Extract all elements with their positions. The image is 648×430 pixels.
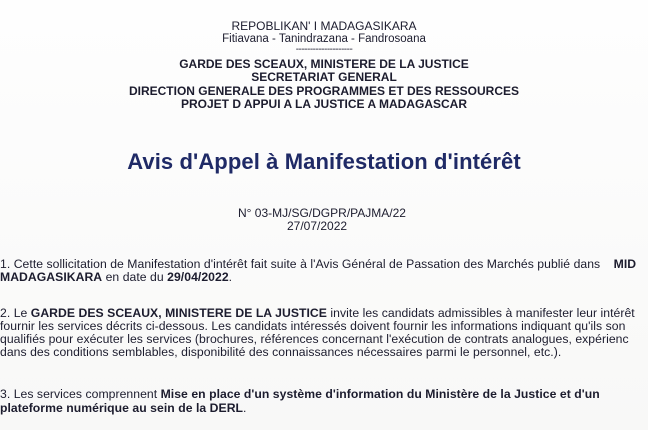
paragraph-1-date-label: en date du [102,270,168,284]
header-direction: DIRECTION GENERALE DES PROGRAMMES ET DES RESSOURCES [128,84,520,98]
header-separator: -------------------- [295,44,353,55]
paragraph-3-service: Mise en place d'un système d'information du Ministère de la Justice et d'un [160,387,600,401]
reference-number: N° 03-MJ/SG/DGPR/PAJMA/22 [238,206,406,220]
paragraph-2-line-3: qualifiés pour exécuter les services (brochures, références concernant l'exécution de contrats analogues, expérienc [0,332,629,346]
page-title: Avis d'Appel à Manifestation d'intérêt [127,149,521,174]
paragraph-2-line-4: dans des conditions semblables, disponibilité des connaissances nécessaires parmi le personnel, etc.). [0,345,562,359]
paragraph-3-line-2 [0,401,246,415]
paragraph-1-source-cont: MADAGASIKARA [0,270,103,284]
paragraph-3-end: . [243,401,247,415]
paragraph-1-text: 1. Cette sollicitation de Manifestation d'intérêt fait suite à l'Avis Général de Passation des Marchés publié dans [0,257,601,271]
header-secretariat: SECRETARIAT GENERAL [251,70,397,84]
paragraph-2-line-1 [0,306,635,320]
paragraph-3-service-cont: plateforme numérique au sein de la DERL [0,401,244,415]
paragraph-1-date: 29/04/2022 [167,270,229,284]
header-republic: REPOBLIKAN' I MADAGASIKARA [231,19,417,33]
paragraph-3-line-1 [0,387,600,401]
header-motto: Fitiavana - Tanindrazana - Fandrosoana [222,33,426,45]
reference-date: 27/07/2022 [287,219,348,233]
header-ministry: GARDE DES SCEAUX, MINISTERE DE LA JUSTICE [179,57,469,71]
paragraph-2-start: 2. Le [0,306,31,320]
paragraph-2-entity: GARDE DES SCEAUX, MINISTERE DE LA JUSTICE [30,306,327,320]
paragraph-1-line-1 [0,257,636,271]
paragraph-3-start: 3. Les services comprennent [0,387,161,401]
paragraph-1-line-2 [0,270,232,284]
paragraph-1-source: MID [613,257,637,271]
paragraph-1-end: . [228,270,233,284]
header-project: PROJET D APPUI A LA JUSTICE A MADAGASCAR [180,97,468,111]
paragraph-2-line-2: fournir les services décrits ci-dessous. Les candidats intéressés doivent fournir les informations indiquant qu'ils son [0,319,626,333]
paragraph-2-end: invite les candidats admissibles à manifester leur intérêt [326,306,635,320]
